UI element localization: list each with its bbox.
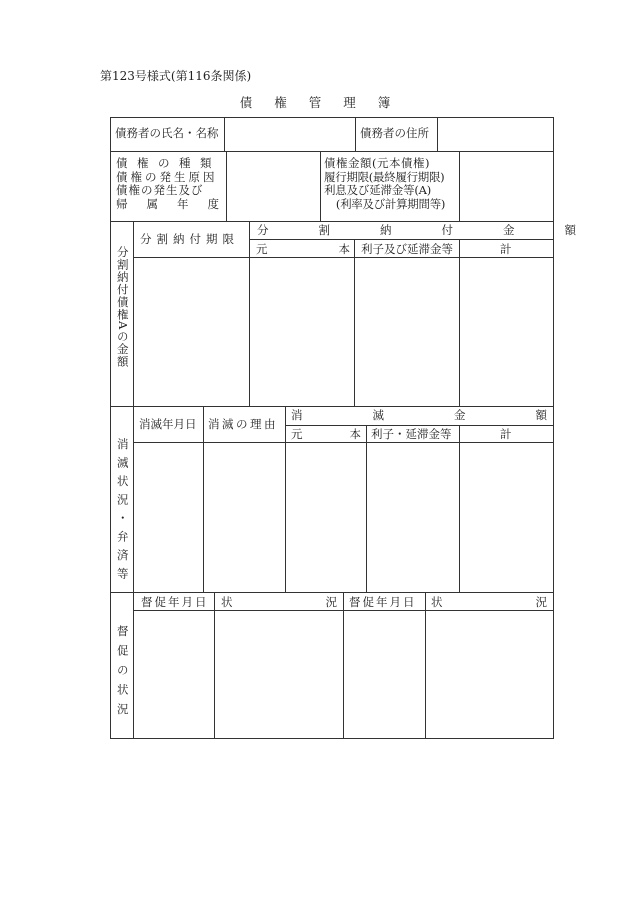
extinction-col-interest: 利子・延滞金等 <box>371 427 452 441</box>
claim-amount-line <box>324 171 457 185</box>
col-principal-a: 元 <box>256 242 268 256</box>
claim-type-line-text: 債権の種類 <box>116 156 221 170</box>
extinction-col-total: 計 <box>500 427 512 441</box>
claim-amount-line <box>324 157 457 171</box>
col-principal-a: 元 <box>291 427 303 441</box>
demand-status-label-2 <box>431 597 547 609</box>
claim-amount-line-text: (利率及び計算期間等) <box>335 196 446 211</box>
extinction-reason-label: 消滅の理由 <box>208 417 278 431</box>
installment-amount-header <box>257 223 626 237</box>
side-label-text: 督促の状況 <box>115 625 130 723</box>
claim-amount-line-text: 債権金額(元本債権) <box>324 156 430 170</box>
side-label-text: 分割納付債権Aの金額 <box>115 246 130 368</box>
side-label-text: 消滅状況・弁済等 <box>115 438 130 586</box>
claim-amount-line-text: 利息及び延滞金等(A) <box>324 183 432 197</box>
claim-type-line <box>116 196 238 212</box>
claim-amount-line <box>324 198 457 212</box>
status-a: 状 <box>221 595 233 609</box>
claim-type-line-text: 債権の発生及び <box>116 183 204 197</box>
debtor-address-label: 債務者の住所 <box>360 126 429 140</box>
installment-period-label: 分割納付期限 <box>140 232 239 246</box>
extinction-side-label <box>115 438 129 586</box>
col-principal-b: 本 <box>338 242 350 256</box>
demand-side-label <box>115 625 129 723</box>
extinction-amount-header-text: 消滅金額 <box>291 408 617 422</box>
demand-date-label-1: 督促年月日 <box>141 595 209 609</box>
claim-type-line <box>116 171 221 185</box>
demand-date-label-2: 督促年月日 <box>349 595 417 609</box>
extinction-date-label: 消滅年月日 <box>139 417 197 431</box>
col-principal-b: 本 <box>349 427 361 441</box>
claim-amount-line <box>324 184 457 198</box>
claim-type-line-text: 債権の発生原因 <box>116 169 218 184</box>
claim-type-line <box>116 184 221 198</box>
status-b: 況 <box>535 595 547 609</box>
installment-side-label <box>115 246 129 368</box>
claim-type-line <box>116 157 221 171</box>
form-number: 第123号様式(第116条関係) <box>100 69 252 83</box>
debtor-name-label: 債務者の氏名・名称 <box>115 126 219 140</box>
installment-amount-header-text: 分割納付金額 <box>257 223 626 237</box>
status-b: 況 <box>325 595 337 609</box>
extinction-amount-header <box>291 408 617 422</box>
status-a: 状 <box>431 595 443 609</box>
installment-col-total: 計 <box>500 242 512 256</box>
claim-type-line-text: 帰属年度 <box>116 196 238 211</box>
demand-status-label-1 <box>221 597 337 609</box>
installment-col-principal <box>256 244 350 256</box>
claim-type-labels <box>116 156 238 211</box>
installment-col-interest: 利子及び延滞金等 <box>361 242 453 256</box>
extinction-col-principal <box>291 429 361 441</box>
page-title: 債権管理簿 <box>239 95 413 110</box>
claim-amount-labels <box>324 157 457 211</box>
claim-amount-line-text: 履行期限(最終履行期限) <box>324 169 445 184</box>
